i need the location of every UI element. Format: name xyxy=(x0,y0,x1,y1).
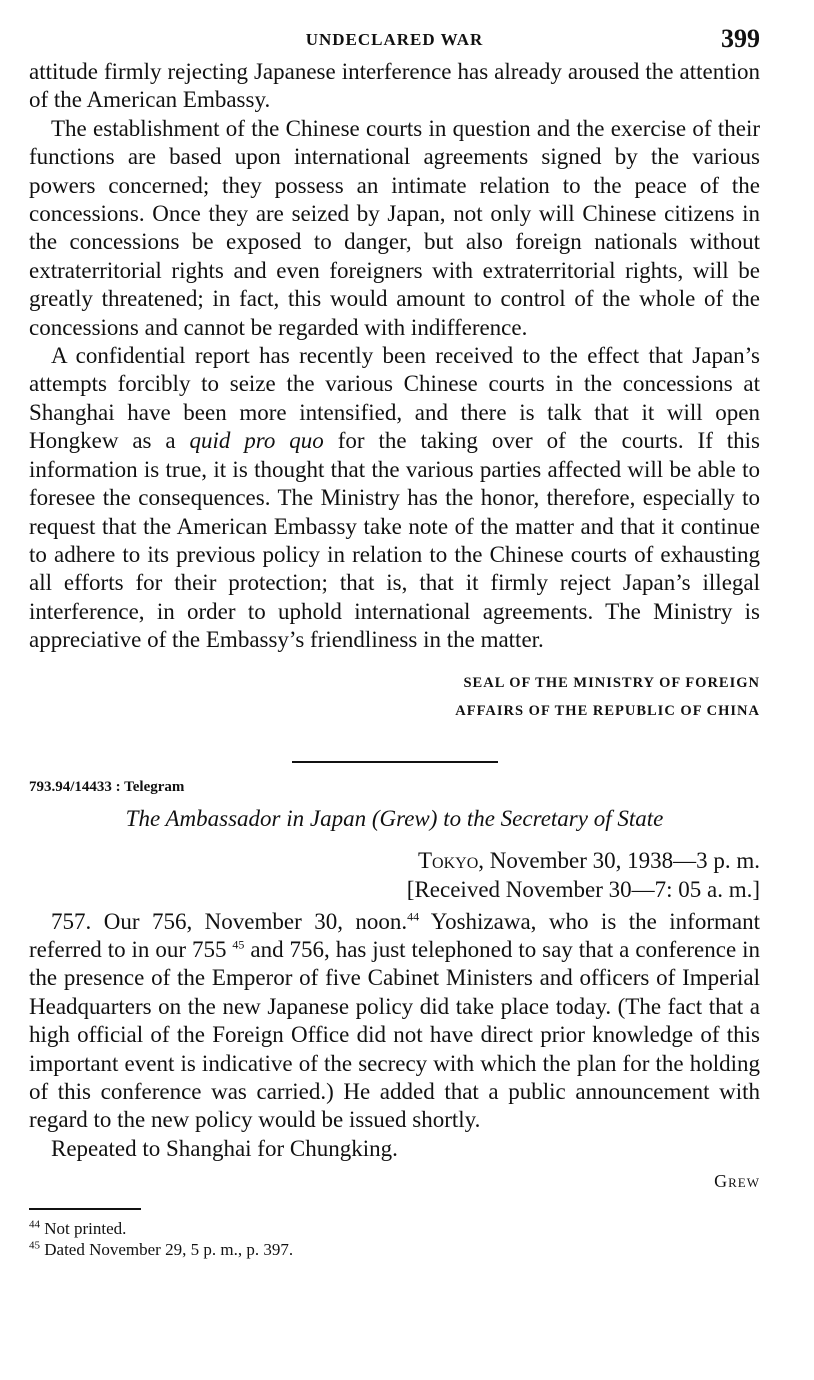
letter-paragraph-1: attitude firmly rejecting Japanese interference has already aroused the attention of the American Embassy. xyxy=(29,59,760,113)
seal-line: AFFAIRS OF THE REPUBLIC OF CHINA xyxy=(455,702,760,719)
footnote-rule xyxy=(29,1208,141,1210)
telegram-heading xyxy=(29,806,760,832)
dateline xyxy=(29,846,760,904)
footnotes xyxy=(29,1218,760,1260)
heading-text: ) to the Secretary of State xyxy=(429,805,664,831)
body-text: 757. Our 756, November 30, noon. xyxy=(51,908,408,934)
section-divider xyxy=(292,761,498,763)
running-head xyxy=(29,24,760,58)
footnote xyxy=(29,1218,760,1239)
body-text: and 756, has just telephoned to say that a conference in the presence of the Emperor of five Cabinet Ministers and officers of Imperial Headquarters on the new Japanese policy did take place today. (The fact that a high official of the Foreign Office did not have direct prior knowledge of this important event is indicative of the secrecy with which the plan for the holding of this conference was carried.) He added that a public announcement with regard to the new policy would be issued shortly. xyxy=(29,936,761,1133)
running-title: UNDECLARED WAR xyxy=(305,30,484,49)
heading-text: The Ambassador in Japan ( xyxy=(125,805,380,831)
latin-phrase: quid pro quo xyxy=(189,428,324,454)
seal-signature xyxy=(29,669,760,725)
footnote-text: Not printed. xyxy=(44,1219,127,1239)
paragraph-text: A confidential report has recently been received to the effect that Japan’s attempts forcibly to seize the various Chinese courts in the concessions at Shanghai have been more intensified, and there is talk that it will open Hongkew as a xyxy=(29,343,760,454)
page-number: 399 xyxy=(721,24,760,53)
telegram-signature: Grew xyxy=(714,1171,760,1192)
letter-paragraph-2: The establishment of the Chinese courts in question and the exercise of their functions are based upon international agreements signed by the various powers concerned; they possess an intimate relation to the peace of the concessions. Once they are seized by Japan, not only will Chinese citizens in the concessions be exposed to danger, but also foreign nationals without extraterritorial rights and even foreigners with extraterritorial rights, will be greatly threatened; in fact, this would amount to control of the whole of the concessions and cannot be regarded with indifference. xyxy=(29,115,760,340)
dateline-received: [Received November 30—7: 05 a. m.] xyxy=(406,876,760,902)
letter-paragraph-3 xyxy=(29,342,760,654)
document-page xyxy=(29,24,760,1260)
seal-line: SEAL OF THE MINISTRY OF FOREIGN xyxy=(463,674,760,691)
file-reference: 793.94/14433 : Telegram xyxy=(29,778,185,795)
paragraph-text: for the taking over of the courts. If this information is true, it is thought that the various parties affected will be able to foresee the consequences. The Ministry has the honor, therefore, especially to request that the American Embassy take note of the matter and that it continue to adhere to its previous policy in relation to the Chinese courts of exhausting all efforts for their protection; that is, that it firmly reject Japan’s illegal interference, in order to uphold international agreements. The Ministry is appreciative of the Embassy’s friendliness in the matter. xyxy=(29,428,760,653)
telegram-body xyxy=(29,908,760,1135)
footnote-ref: 45 xyxy=(232,937,245,952)
footnote-ref: 44 xyxy=(407,908,420,923)
footnote-mark: 44 xyxy=(29,1218,40,1231)
footnote-mark: 45 xyxy=(29,1239,40,1252)
footnote xyxy=(29,1239,760,1260)
dateline-place: Tokyo xyxy=(418,847,479,873)
dateline-time: , November 30, 1938—3 p. m. xyxy=(478,847,760,873)
repeated-note: Repeated to Shanghai for Chungking. xyxy=(51,1135,398,1161)
footnote-text: Dated November 29, 5 p. m., p. 397. xyxy=(44,1240,294,1260)
dateline-sent xyxy=(29,846,760,875)
body-text: Yoshizawa, who is the informant referred to in our 755 xyxy=(29,908,760,962)
heading-name: Grew xyxy=(379,805,430,831)
